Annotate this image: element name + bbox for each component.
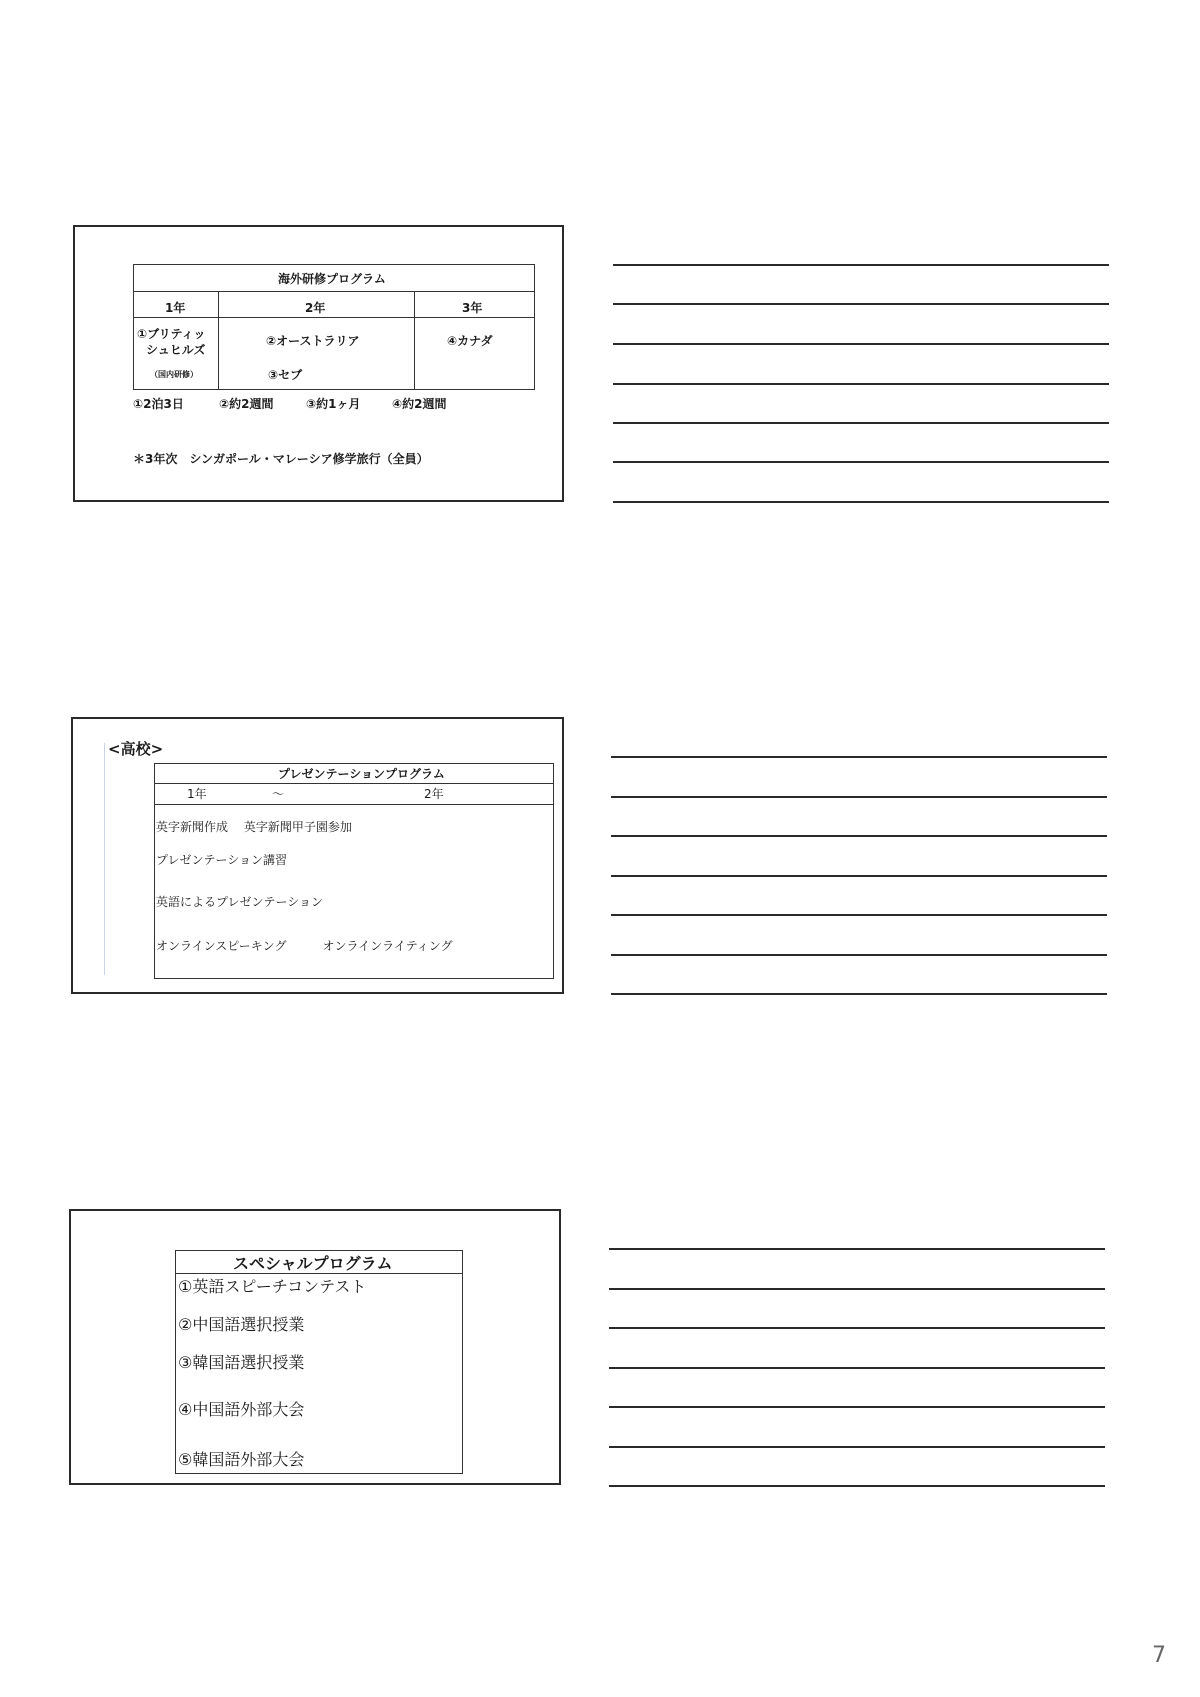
duration-3: ③約1ヶ月 bbox=[306, 397, 361, 411]
section-label-high-school: <高校> bbox=[108, 740, 164, 758]
program-british-hills-line1: ①ブリティッ bbox=[137, 327, 206, 341]
program-canada: ④カナダ bbox=[447, 334, 493, 348]
year-to: 2年 bbox=[424, 787, 444, 801]
duration-2: ②約2週間 bbox=[219, 397, 274, 411]
special-program-item: ①英語スピーチコンテスト bbox=[178, 1277, 367, 1296]
presentation-item: 英字新聞作成 英字新聞甲子園参加 bbox=[156, 820, 352, 834]
special-program-title: スペシャルプログラム bbox=[233, 1254, 393, 1273]
page-number: 7 bbox=[1152, 1643, 1166, 1668]
presentation-program-title: プレゼンテーションプログラム bbox=[278, 767, 445, 781]
special-program-item: ②中国語選択授業 bbox=[178, 1315, 305, 1334]
year-from: 1年 bbox=[187, 787, 207, 801]
special-program-item: ③韓国語選択授業 bbox=[178, 1353, 305, 1372]
program-domestic-note: （国内研修） bbox=[150, 370, 198, 379]
school-trip-footnote: ＊3年次 シンガポール・マレーシア修学旅行（全員） bbox=[133, 452, 429, 466]
program-british-hills-line2: シュヒルズ bbox=[146, 343, 206, 357]
special-program-item: ④中国語外部大会 bbox=[178, 1400, 305, 1419]
overseas-program-title: 海外研修プログラム bbox=[278, 272, 386, 286]
margin-rule bbox=[104, 743, 105, 975]
program-cebu: ③セブ bbox=[268, 368, 303, 382]
program-australia: ②オーストラリア bbox=[266, 334, 360, 348]
header-year-2: 2年 bbox=[305, 301, 326, 315]
duration-1: ①2泊3日 bbox=[133, 397, 184, 411]
presentation-item: 英語によるプレゼンテーション bbox=[156, 895, 324, 909]
presentation-item: オンラインスピーキング オンラインライティング bbox=[156, 939, 453, 953]
presentation-item: プレゼンテーション講習 bbox=[156, 853, 288, 867]
special-program-item: ⑤韓国語外部大会 bbox=[178, 1450, 305, 1469]
year-tilde: ～ bbox=[272, 787, 285, 801]
header-year-1: 1年 bbox=[165, 301, 186, 315]
duration-4: ④約2週間 bbox=[392, 397, 447, 411]
header-year-3: 3年 bbox=[462, 301, 483, 315]
